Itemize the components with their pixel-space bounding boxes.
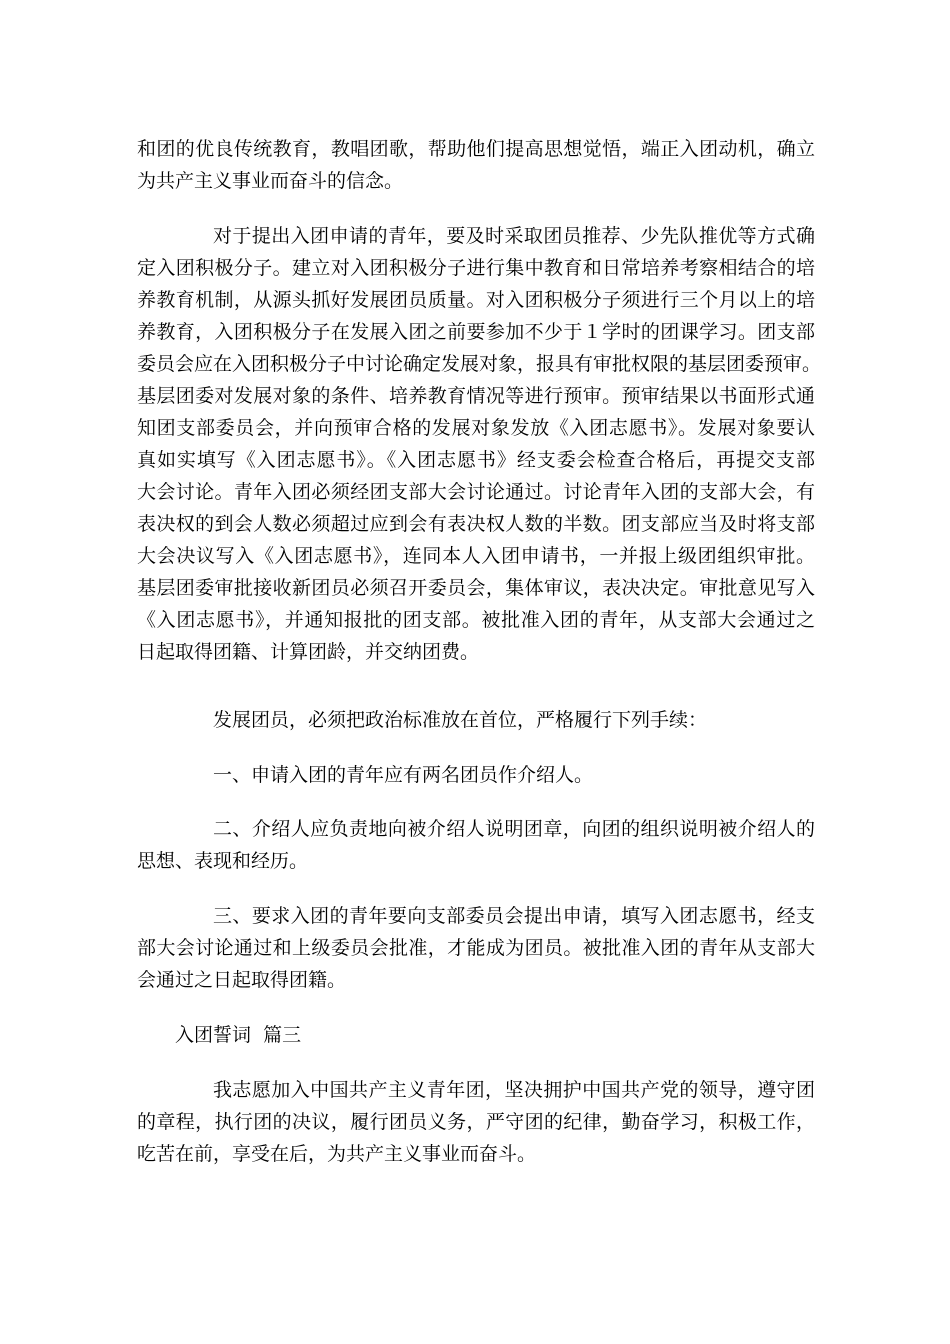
text-line: 会通过之日起取得团籍。 bbox=[137, 969, 347, 991]
text-line: 部大会讨论通过和上级委员会批准，才能成为团员。被批准入团的青年从支部大 bbox=[137, 937, 815, 959]
paragraph-oath bbox=[137, 1074, 815, 1170]
paragraph-political-standard bbox=[137, 704, 815, 736]
paragraph-tradition-education bbox=[137, 133, 815, 197]
text-line: 吃苦在前，享受在后，为共产主义事业而奋斗。 bbox=[137, 1143, 537, 1165]
text-line: 的章程，执行团的决议，履行团员义务，严守团的纪律，勤奋学习，积极工作， bbox=[137, 1111, 815, 1133]
text-line: 日起取得团籍、计算团龄，并交纳团费。 bbox=[137, 641, 480, 663]
text-line: 和团的优良传统教育，教唱团歌，帮助他们提高思想觉悟，端正入团动机，确立 bbox=[137, 138, 815, 160]
text-line: 大会讨论。青年入团必须经团支部大会讨论通过。讨论青年入团的支部大会，有 bbox=[137, 481, 815, 503]
text-line: 真如实填写《入团志愿书》。《入团志愿书》经支委会检查合格后，再提交支部 bbox=[137, 449, 815, 471]
paragraph-step-three bbox=[137, 900, 815, 996]
text-line: 基层团委对发展对象的条件、培养教育情况等进行预审。预审结果以书面形式通 bbox=[137, 385, 815, 407]
text-line: 对于提出入团申请的青年，要及时采取团员推荐、少先队推优等方式确 bbox=[213, 225, 815, 247]
text-line: 三、要求入团的青年要向支部委员会提出申请，填写入团志愿书，经支 bbox=[213, 905, 815, 927]
paragraph-step-one bbox=[137, 759, 815, 791]
text-line: 发展团员，必须把政治标准放在首位，严格履行下列手续： bbox=[213, 709, 708, 731]
paragraph-activist-procedure bbox=[137, 220, 822, 668]
text-line: 思想、表现和经历。 bbox=[137, 850, 309, 872]
text-line: 《入团志愿书》，并通知报批的团支部。被批准入团的青年，从支部大会通过之 bbox=[137, 609, 815, 631]
text-line: 为共产主义事业而奋斗的信念。 bbox=[137, 170, 404, 192]
text-line: 二、介绍人应负责地向被介绍人说明团章，向团的组织说明被介绍人的 bbox=[213, 818, 815, 840]
text-line: 养教育机制，从源头抓好发展团员质量。对入团积极分子须进行三个月以上的培 bbox=[137, 289, 815, 311]
section-heading: 入团誓词 篇三 bbox=[175, 1024, 302, 1046]
text-line: 委员会应在入团积极分子中讨论确定发展对象，报具有审批权限的基层团委预审。 bbox=[137, 353, 822, 375]
text-line: 定入团积极分子。建立对入团积极分子进行集中教育和日常培养考察相结合的培 bbox=[137, 257, 815, 279]
text-line: 知团支部委员会，并向预审合格的发展对象发放《入团志愿书》。发展对象要认 bbox=[137, 417, 815, 439]
text-line: 大会决议写入《入团志愿书》，连同本人入团申请书，一并报上级团组织审批。 bbox=[137, 545, 815, 567]
text-line: 我志愿加入中国共产主义青年团，坚决拥护中国共产党的领导，遵守团 bbox=[213, 1079, 815, 1101]
text-line: 基层团委审批接收新团员必须召开委员会，集体审议，表决决定。审批意见写入 bbox=[137, 577, 815, 599]
text-line: 一、申请入团的青年应有两名团员作介绍人。 bbox=[213, 764, 594, 786]
text-line: 养教育，入团积极分子在发展入团之前要参加不少于１学时的团课学习。团支部 bbox=[137, 321, 815, 343]
text-line: 表决权的到会人数必须超过应到会有表决权人数的半数。团支部应当及时将支部 bbox=[137, 513, 815, 535]
paragraph-step-two bbox=[137, 813, 815, 877]
